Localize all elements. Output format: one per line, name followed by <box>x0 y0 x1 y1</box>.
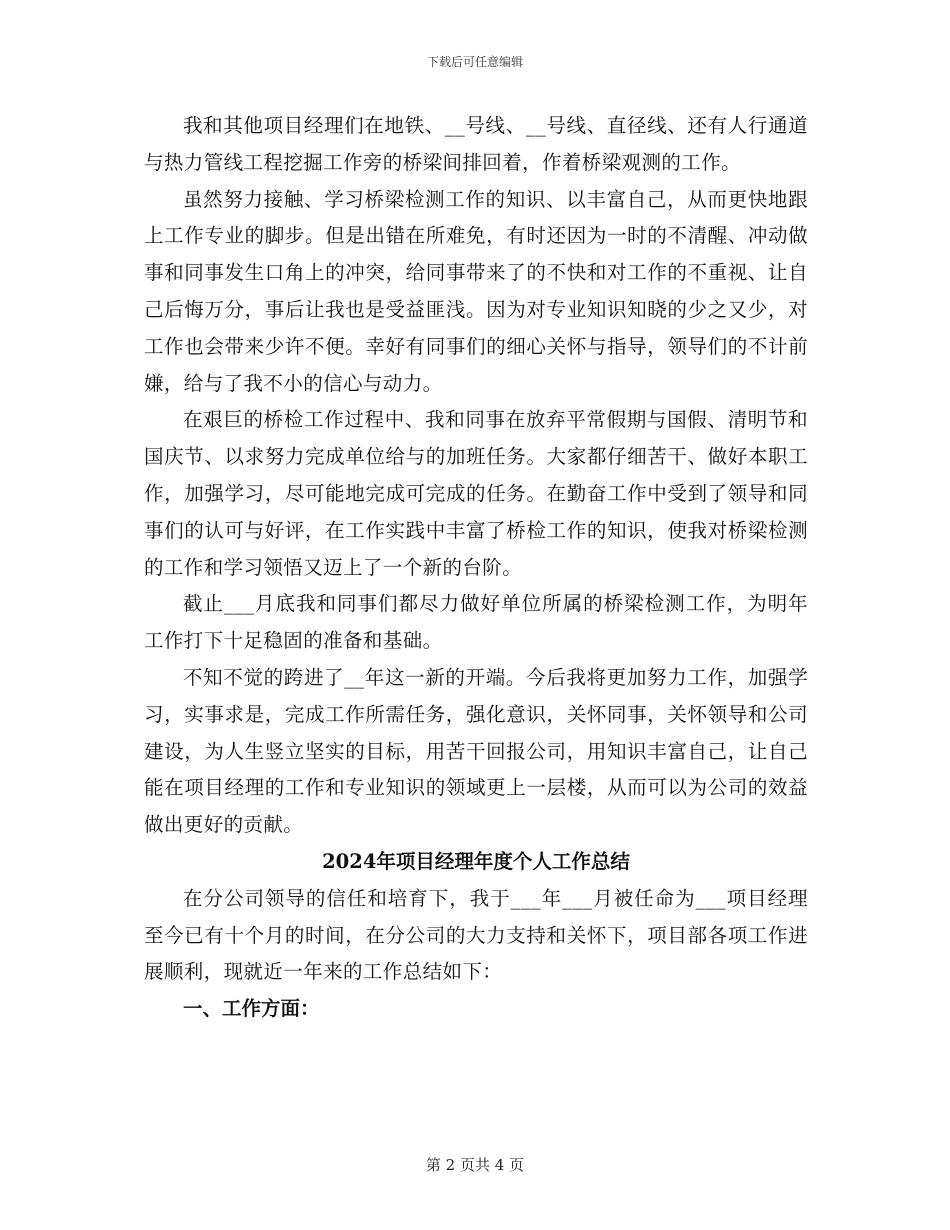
paragraph-new-year: 不知不觉的跨进了__年这一新的开端。今后我将更加努力工作，加强学习，实事求是，完成工作所需任务，强化意识，关怀同事，关怀领导和公司建设，为人生竖立坚实的目标，用苦干回报公司，用知识丰富自己，让自己能在项目经理的工作和专业知识的领域更上一层楼，从而可以为公司的效益做出更好的贡献。 <box>144 665 808 837</box>
page-header: 下载后可任意编辑 <box>426 55 523 69</box>
paragraph-overtime-work: 在艰巨的桥检工作过程中、我和同事在放弃平常假期与国假、清明节和国庆节、以求努力完成单位给与的加班任务。大家都仔细苦干、做好本职工作，加强学习，尽可能地完成可完成的任务。在勤奋工作中受到了领导和同事们的认可与好评，在工作实践中丰富了桥检工作的知识，使我对桥梁检测的工作和学习领悟又迈上了一个新的台阶。 <box>144 408 808 579</box>
paragraph-intro: 在分公司领导的信任和培育下，我于___年___月被任命为___项目经理至今已有十个月的时间，在分公司的大力支持和关怀下，项目部各项工作进展顺利，现就近一年来的工作总结如下： <box>144 886 808 984</box>
page-number: 第 2 页共 4 页 <box>425 1156 525 1174</box>
paragraph-bridge-observation: 我和其他项目经理们在地铁、__号线、__号线、直径线、还有人行通道与热力管线工程挖掘工作旁的桥梁间排回着，作着桥梁观测的工作。 <box>144 114 808 174</box>
paragraph-month-end: 截止___月底我和同事们都尽力做好单位所属的桥梁检测工作，为明年工作打下十足稳固的准备和基础。 <box>144 592 808 653</box>
paragraph-learning: 虽然努力接触、学习桥梁检测工作的知识、以丰富自己，从而更快地跟上工作专业的脚步。但是出错在所难免，有时还因为一时的不清醒、冲动做事和同事发生口角上的冲突，给同事带来了的不快和对工作的不重视、让自己后悔万分，事后让我也是受益匪浅。因为对专业知识知晓的少之又少，对工作也会带来少许不便。幸好有同事们的细心关怀与指导，领导们的不计前嫌，给与了我不小的信心与动力。 <box>144 187 808 395</box>
document-body <box>144 108 808 1028</box>
section-heading-work: 一、工作方面： <box>183 997 320 1021</box>
document-title: 2024年项目经理年度个人工作总结 <box>322 849 630 873</box>
